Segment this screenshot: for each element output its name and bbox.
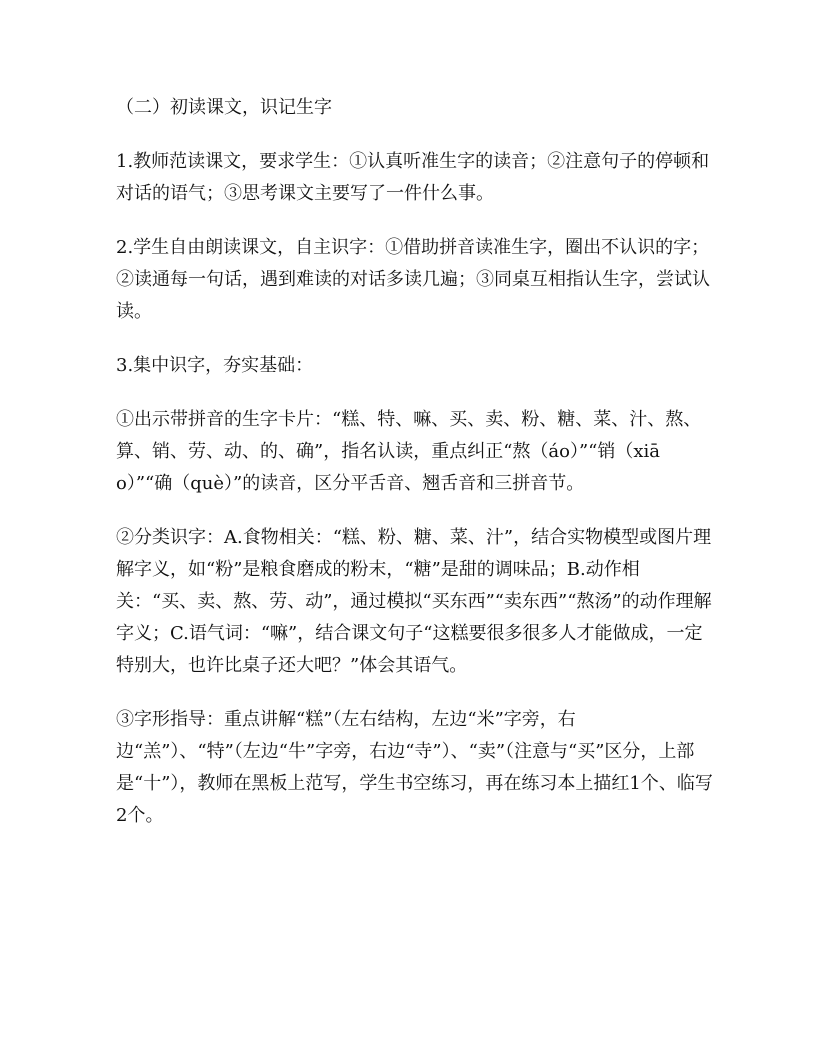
paragraph-6: ③字形指导：重点讲解“糕”（左右结构，左边“米”字旁，右边“羔”）、“特”（左边“牛”字旁，右边“寺”）、“卖”（注意与“买”区分，上部是“十”），教师在黑板上范写，学生书空练习，再在练习本上描红1个、临写2个。 (116, 709, 713, 826)
paragraph-3: 3.集中识字，夯实基础： (116, 355, 314, 376)
paragraph-5: ②分类识字：A.食物相关：“糕、粉、糖、菜、汁”，结合实物模型或图片理解字义，如“粉”是粮食磨成的粉末，“糖”是甜的调味品；B.动作相关：“买、卖、熬、劳、动”，通过模拟“买东西”“卖东西”“熬汤”的动作理解字义；C.语气词：“嘛”，结合课文句子“这糕要很多很多人才能做成，一定特别大，也许比桌子还大吧？”体会其语气。 (116, 527, 712, 676)
paragraph-1: 1.教师范读课文，要求学生：①认真听准生字的读音；②注意句子的停顿和对话的语气；③思考课文主要写了一件什么事。 (116, 151, 710, 204)
paragraph-4: ①出示带拼音的生字卡片：“糕、特、嘛、买、卖、粉、糖、菜、汁、熬、算、销、劳、动、的、确”，指名认读，重点纠正“熬（áo）”“销（xiāo）”“确（què）”的读音，区分平舌音、翘舌音和三拼音节。 (116, 409, 702, 494)
document-page (116, 92, 716, 854)
section-heading: （二）初读课文，识记生字 (116, 97, 332, 118)
paragraph-2: 2.学生自由朗读课文，自主识字：①借助拼音读准生字，圈出不认识的字；②读通每一句话，遇到难读的对话多读几遍；③同桌互相指认生字，尝试认读。 (116, 237, 710, 322)
